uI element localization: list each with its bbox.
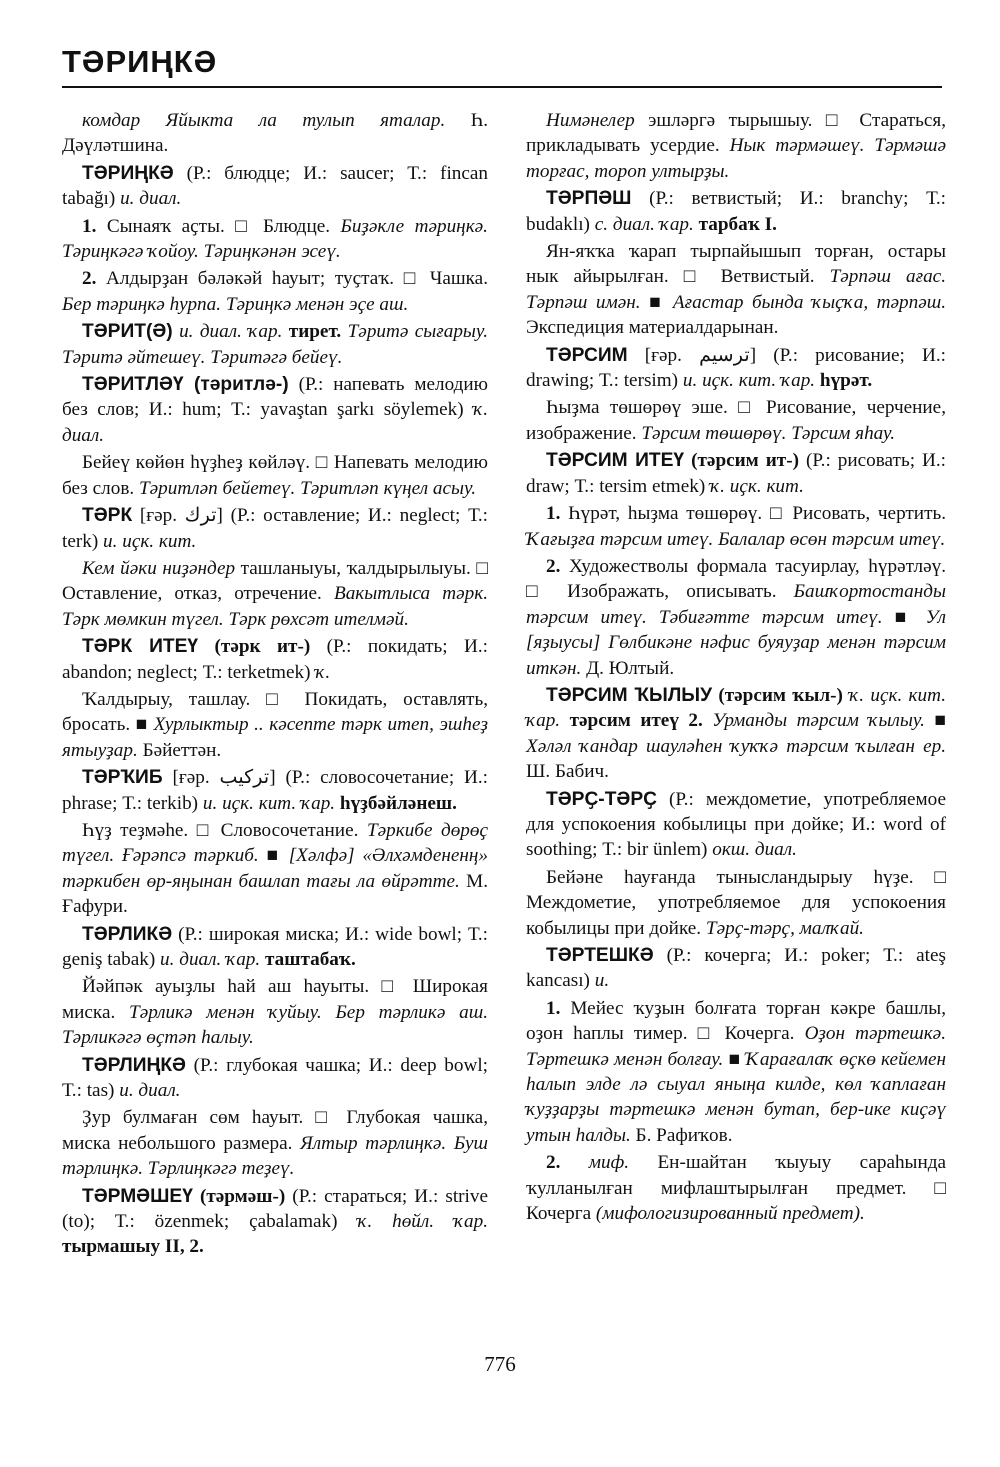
entry-paragraph: Нимәнелер эшләргә тырышыу. □ Стараться, прикладывать усердие. Нык тәрмәшеү. Тәрмәшә торғас, тороп ултырҙы.: [526, 110, 946, 182]
entry-paragraph: Ҙур булмаған сөм һауыт. □ Глубокая чашка, миска небольшого размера. Ялтыр тәрлиңкә. Буш тәрлиңкә. Тәрлиңкәгә теҙеү.: [62, 1107, 488, 1180]
entry-paragraph: 2. Художестволы формала тасуирлау, һүрәтләү. □ Изображать, описывать. Башҡортостанды тәрсим итеү. Тәбиғәтте тәрсим итеү. ■ Ул [яҙыусы] Гөлбикәне нәфис буяуҙар менән тәрсим иткән. Д. Юлтый.: [526, 555, 946, 679]
entry-paragraph: ТӘРК ИТЕҮ (тәрк ит-) (Р.: покидать; И.: abandon; neglect; Т.: terketmek) ҡ.: [62, 636, 488, 683]
entry-paragraph: ТӘРСИМ ҠЫЛЫУ (тәрсим ҡыл-) ҡ. иҫк. кит. ҡар. тәрсим итеү 2. Урманды тәрсим ҡылыу. ■ Хәләл ҡандар шауләһен ҡуҡҡә тәрсим ҡылған ер. Ш. Бабич.: [526, 684, 947, 783]
entry-paragraph: ТӘРМӘШЕҮ (тәрмәш-) (Р.: стараться; И.: strive (to); Т.: özenmek; çabalamak) ҡ. һөйл. ҡар. тырмашыу II, 2.: [62, 1185, 488, 1258]
entry-paragraph: 1. Сынаяҡ аҫты. □ Блюдце. Биҙәкле тәриңкә. Тәриңкәгә ҡойоу. Тәриңкәнән эсеү.: [62, 215, 488, 263]
entry-paragraph: ТӘРСИМ ИТЕҮ (тәрсим ит-) (Р.: рисовать; И.: draw; Т.: tersim etmek) ҡ. иҫк. кит.: [526, 450, 946, 497]
entry-paragraph: ТӘРИҢКӘ (Р.: блюдце; И.: saucer; Т.: fincan tabağı) и. диал.: [62, 162, 488, 210]
entry-paragraph: ТӘРЛИҢКӘ (Р.: глубокая чашка; И.: deep bowl; Т.: tas) и. диал.: [62, 1054, 488, 1102]
entry-paragraph: Һүҙ теҙмәһе. □ Словосочетание. Тәркибе дөрөҫ түгел. Ғәрәпсә тәркиб. ■ [Хәлфә] «Әлхәмдененң» тәркибен өр-яңынан башлап тағы ла өйрәтте. М. Ғафури.: [62, 819, 489, 918]
entry-paragraph: Ян-яҡҡа ҡарап тырпайышып торған, остары нык айырылған. □ Ветвистый. Тәрпәш ағас. Тәрпәш имән. ■ Ағастар бында ҡыҫҡа, тәрпәш. Экспедиция материалдарынан.: [526, 241, 947, 339]
entry-paragraph: комдар Яйыкта ла тулып яталар. Һ. Дәүләтшина.: [62, 110, 488, 157]
entry-paragraph: ТӘРТЕШКӘ (Р.: кочерга; И.: poker; Т.: ateş kancası) и.: [526, 945, 946, 992]
entry-paragraph: ТӘРҪ-ТӘРҪ (Р.: междометие, употребляемое для успокоения кобылицы при дойке; И.: word of soothing; Т.: bir ünlem) окш. диал.: [526, 788, 946, 861]
left-column: [62, 108, 488, 1262]
entry-paragraph: ТӘРИТЛӘҮ (тәритлә-) (Р.: напевать мелодию без слов; И.: hum; Т.: yavaştan şarkı söylemek) ҡ. диал.: [62, 374, 488, 446]
entry-paragraph: ТӘРСИМ [ғәр. ترسيم] (Р.: рисование; И.: drawing; Т.: tersim) и. иҫк. кит. ҡар. һүрәт.: [526, 344, 947, 392]
entry-paragraph: ТӘРЛИКӘ (Р.: широкая миска; И.: wide bowl; Т.: geniş tabak) и. диал. ҡар. таштабаҡ.: [62, 923, 488, 970]
page-header: [62, 40, 942, 86]
entry-paragraph: 1. Мейес ҡуҙын болғата торған кәкре башлы, оҙон һаплы тимер. □ Кочерга. Оҙон тәртешкә. Тәртешкә менән болғау. ■ Ҡарағалаҡ өҫкө кейемен һалып элде лә сыуал яныңа килде, көл ҡаплаған ҡуҙҙарҙы тәртешкә менән бутап, бер-ике киҫәү утын һалды. Б. Рафиҡов.: [526, 997, 946, 1146]
right-column: [526, 108, 946, 1228]
entry-paragraph: Бейеү көйөн һүҙһеҙ көйләү. □ Напевать мелодию без слов. Тәритләп бейетеү. Тәритләп күңел асыу.: [62, 452, 488, 499]
entry-paragraph: 2. Алдырҙан бәләкәй һауыт; туҫтаҡ. □ Чашка. Бер тәриңкә һурпа. Тәриңкә менән эҫе аш.: [62, 268, 488, 315]
entry-paragraph: 1. Һүрәт, һыҙма төшөрөү. □ Рисовать, чертить. Ҡағыҙға тәрсим итеү. Балалар өсөн тәрсим итеү.: [526, 503, 946, 550]
entry-paragraph: Ҡалдырыу, ташлау. □ Покидать, оставлять, бросать. ■ Хурлыктыр .. кәсепте тәрк итеп, эшһеҙ ятыуҙар. Бәйеттән.: [62, 688, 488, 761]
page-number: 776: [484, 1352, 516, 1376]
entry-paragraph: Бейәне һауғанда тынысландырыу һүҙе. □ Междометие, употребляемое для успокоения кобылицы при дойке. Тәрҫ-тәрҫ, малҡай.: [526, 866, 946, 939]
running-head: ТӘРИҢКӘ: [62, 44, 218, 79]
entry-paragraph: ТӘРК [ғәр. ترك] (Р.: оставление; И.: neglect; Т.: terk) и. иҫк. кит.: [62, 505, 488, 552]
entry-paragraph: 2. миф. Ен-шайтан ҡыуыу сараһында ҡулланылған мифлаштырылған предмет. □ Кочерга (мифологизированный предмет).: [526, 1152, 946, 1225]
header-rule: [62, 86, 942, 88]
entry-paragraph: Йәйпәк ауыҙлы һай аш һауыты. □ Широкая миска. Тәрликә менән ҡуйыу. Бер тәрликә аш. Тәрликәгә өҫтәп һалыу.: [62, 976, 488, 1049]
entry-paragraph: ТӘРҠИБ [ғәр. تركيب] (Р.: словосочетание; И.: phrase; Т.: terkib) и. иҫк. кит. ҡар. һүҙбәйләнеш.: [62, 767, 488, 814]
entry-paragraph: ТӘРПӘШ (Р.: ветвистый; И.: branchy; Т.: budaklı) с. диал. ҡар. тарбаҡ I.: [526, 188, 946, 235]
entry-paragraph: Һыҙма төшөрөү эше. □ Рисование, черчение, изображение. Тәрсим төшөрөү. Тәрсим яһау.: [526, 397, 946, 444]
entry-paragraph: ТӘРИТ(Ә) и. диал. ҡар. тирет. Тәритә сығарыу. Тәритә әйтешеү. Тәритәгә бейеү.: [62, 321, 489, 368]
entry-paragraph: Кем йәки ниҙәндер ташланыуы, ҡалдырылыуы. □ Оставление, отказ, отречение. Вакытлыса тәрк. Тәрк мөмкин түгел. Тәрк рөхсәт ителмәй.: [62, 557, 488, 630]
